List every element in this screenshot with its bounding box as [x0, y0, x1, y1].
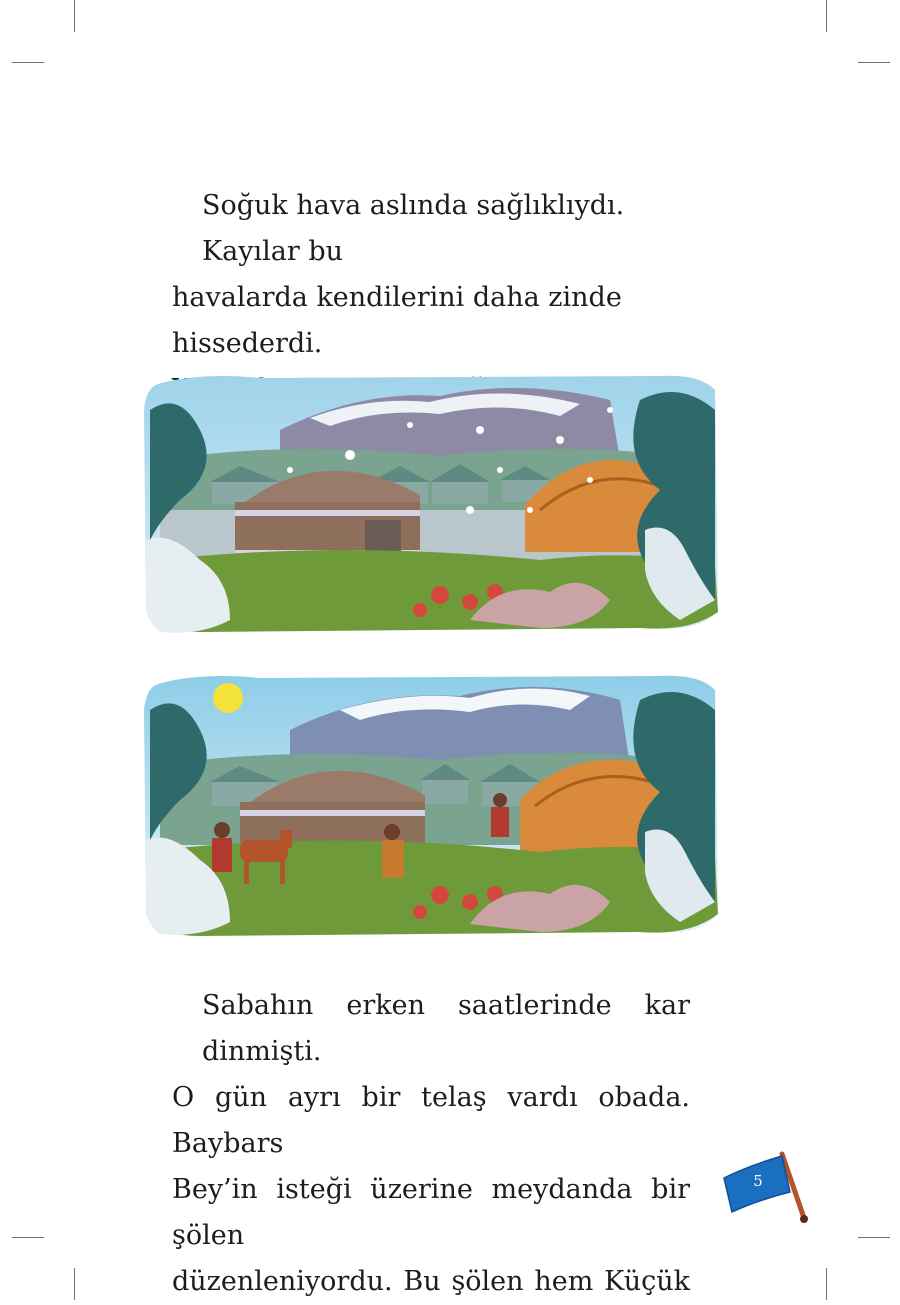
illustration-snowy-yurt-camp — [140, 370, 720, 640]
sun-icon — [213, 683, 243, 713]
crop-mark-top-left-v — [74, 0, 75, 32]
text-line: Bey’in isteği üzerine meydanda bir şölen — [172, 1174, 690, 1251]
text-line: havalarda kendilerini daha zinde hissederdi. — [172, 282, 622, 359]
crop-mark-bottom-left-h — [12, 1237, 44, 1238]
crop-mark-top-left-h — [12, 62, 44, 63]
paragraph-2 — [172, 983, 690, 1305]
crop-mark-top-right-h — [858, 62, 890, 63]
villager — [212, 822, 232, 872]
crop-mark-top-right-v — [826, 0, 827, 32]
page-number: 5 — [753, 1172, 763, 1190]
text-line: Sabahın erken saatlerinde kar dinmişti. — [202, 990, 690, 1067]
crop-mark-bottom-left-v — [74, 1268, 75, 1300]
illustration-morning-yurt-camp — [140, 670, 720, 945]
crop-mark-bottom-right-h — [858, 1237, 890, 1238]
text-line: düzenleniyordu. Bu şölen hem Küçük — [172, 1266, 690, 1297]
text-line: O gün ayrı bir telaş vardı obada. Baybars — [172, 1082, 690, 1159]
text-line: Soğuk hava aslında sağlıklıydı. Kayılar bu — [202, 190, 625, 267]
villager — [491, 793, 509, 837]
page-number-flag — [718, 1148, 814, 1228]
crop-mark-bottom-right-v — [826, 1268, 827, 1300]
